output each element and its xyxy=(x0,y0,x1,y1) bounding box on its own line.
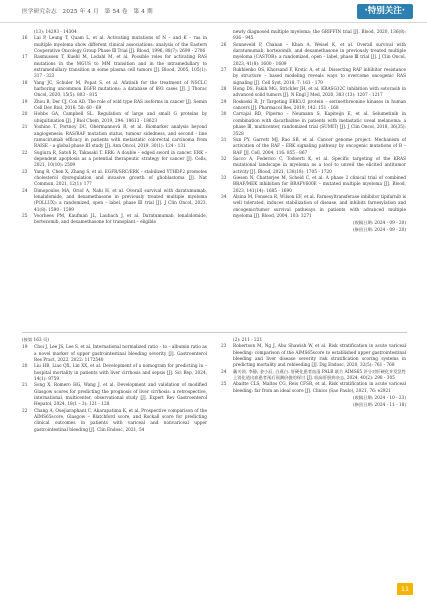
reference-entry xyxy=(22,364,207,383)
reference-number: 28 xyxy=(221,87,227,93)
reference-list-bottom-left xyxy=(22,345,207,434)
reference-entry xyxy=(22,112,207,125)
reference-entry xyxy=(22,345,207,364)
reference-text: Liu HB, Liao QX, Lin XX, et al. Development of a nomogram for predicting in – hospital mortality in patients with liver cirrhosis and sepsis [J]. Sci Rep, 2024, 14(1): 9759 xyxy=(34,364,207,383)
reference-text: Robertson M, Ng J, Abu Shawish W, et al. Risk stratification in acute variceal bleeding: comparison of the AIMS65score to established upper gastrointestinal bleeding and liver disease severity risk stratification scoring systems in predicting mortality and rebleeding [J]. Dig Endosc, 2020, 32(5): 761 - 768 xyxy=(233,344,406,369)
reference-text: Dimopoulos MA, Oriol A, Nahi H, et al. Overall survival with daratumumab, lenalidomide, and dexamethasone in previously treated multiple myeloma (POLLUX): a randomized, open – label, phase Ⅲ trial [J]. J Clin Oncol, 2023, 41(8): 1590 - 1599 xyxy=(34,188,207,213)
reference-number: 31 xyxy=(221,137,227,143)
reference-text: Yang JC, Schuler M, Popat S, et al. Afatinib for the treatment of NSCLC harboring uncommon EGFR mutations: a database of 693 cases [J]. J Thorac Oncol, 2020, 15(5): 803 - 815 xyxy=(34,80,207,99)
reference-entry xyxy=(221,176,406,195)
reference-entry xyxy=(221,138,406,157)
reference-number: 33 xyxy=(221,175,227,181)
reference-text: (2): 211 - 221 xyxy=(233,338,263,343)
reference-number: 23 xyxy=(22,169,28,175)
reference-entry xyxy=(22,36,207,55)
top-left-column xyxy=(22,30,207,227)
journal-running-head: 医学研究杂志 2025 年 4 月 第 54 卷 第 4 期 xyxy=(22,9,153,15)
reference-text: Sun PY, Garrett MJ, Rao SB, et al. Cancer genome project. Mechanism of activation of the RAF – ERK signaling pathway by oncogenic mutations of B – RAF [J]. Cell, 2004, 116: 855 - 867 xyxy=(233,137,406,156)
reference-number: 27 xyxy=(221,68,227,74)
reference-number: 26 xyxy=(221,42,227,48)
reference-number: 21 xyxy=(22,125,28,131)
reference-number: 20 xyxy=(22,364,28,370)
reference-entry xyxy=(22,151,207,170)
revised-date-2: (修回日期: 2024 - 11 - 18) xyxy=(352,402,406,408)
reference-text: Voorhees PM, Kaufman JL, Laubach J, et al. Daratumumab, lenalidomide, bortezomib, and dexamethasone for transplant – eligible xyxy=(34,213,207,226)
reference-entry xyxy=(22,383,207,408)
reference-entry xyxy=(221,112,406,137)
reference-entry xyxy=(22,189,207,214)
reference-entry xyxy=(221,195,406,220)
reference-text: Zhou B, Der CJ, Cox AD. The role of wild type RAS isoforms in cancer [J]. Semin Cell Dev Biol, 2016, 58: 60 - 69 xyxy=(34,99,207,112)
reference-entry xyxy=(221,43,406,68)
reference-number: 19 xyxy=(22,99,28,105)
page-header xyxy=(0,0,427,23)
reference-entry xyxy=(221,100,406,113)
reference-text: 戴关领, 李静, 金小辰, 白燕白. 肝硬化患者血清 PALB 联合 AIMS65 评分对肝硬化并发急性上消化道出血患者预后预测价值的探讨 [J]. 临床肝胆病杂志, 2024, 40(2): 298 - 305 xyxy=(233,369,406,382)
reference-number: 25 xyxy=(221,382,227,388)
reference-entry xyxy=(221,157,406,176)
special-focus-badge: ·特别关注· xyxy=(357,4,413,19)
reference-text: Chang A, Ouejiaraphant C, Akarapatima K, et al. Prospective comparison of the AIMS65score, Glasgow – Blatchford score, and Rockall score for predicting clinical outcomes in patients with variceal and nonvariceal upper gastrointestinal bleeding [J]. Clin Endosc, 2021, 54 xyxy=(34,408,207,433)
reference-entry xyxy=(22,170,207,189)
reference-number: 22 xyxy=(22,150,28,156)
reference-entry xyxy=(221,30,406,43)
reference-number: 18 xyxy=(22,80,28,86)
reference-entry xyxy=(22,55,207,80)
reference-text: newly diagnosed multiple myeloma; the GRIFFIN trial [J]. Blood, 2020, 136(8): 936 - 945 xyxy=(233,30,406,42)
revised-date: (修回日期: 2024 - 09 - 20) xyxy=(352,227,406,233)
reference-entry xyxy=(221,370,406,383)
reference-entry xyxy=(22,125,207,150)
received-date-2: (收稿日期: 2024 - 10 - 23) xyxy=(352,396,406,402)
reference-number: 24 xyxy=(22,188,28,194)
reference-list-top-left xyxy=(22,30,207,227)
reference-number: 17 xyxy=(22,55,28,61)
reference-list-top-right xyxy=(221,30,406,220)
reference-entry xyxy=(221,382,406,395)
page-number: 11 xyxy=(397,583,413,595)
reference-number: 21 xyxy=(22,383,28,389)
reference-text: Sugiura R, Satoh R, Takasaki T. ERK: A double – edged sword in cancer. ERK – dependent apoptosis as a potential therapeutic strategy for cancer [J]. Cells, 2021, 10(10): 2509 xyxy=(34,150,207,169)
reference-text: Alsina M, Fonseca R, Wilson EF, et al. Farnesyltransferase inhibitor tipifarnib is well tolerated, induces stabilization of disease, and inhibits farnesylation and oncogenic/tumor survival pathways in patients with advanced multiple myeloma [J]. Blood, 2004, 103: 3271 xyxy=(233,194,406,219)
reference-entry xyxy=(221,344,406,369)
reference-entry xyxy=(22,81,207,100)
bottom-right-column xyxy=(221,338,406,409)
reference-entry xyxy=(221,87,406,100)
reference-number: 29 xyxy=(221,99,227,105)
reference-number: 34 xyxy=(221,194,227,200)
reference-number: 19 xyxy=(22,345,28,351)
reference-number: 23 xyxy=(221,344,227,350)
reference-number: 22 xyxy=(22,408,28,414)
reference-text: Choi J, Lee JS, Lee S, et al. International normalized ratio – to – albumin ratio as a novel marker of upper gastrointestinal bleeding severity [J]. Gastroenterol Res Pract, 2022, 2022: 1172540 xyxy=(34,345,207,364)
reference-list-bottom-right xyxy=(221,338,406,395)
section-divider xyxy=(22,332,407,333)
reference-entry xyxy=(22,100,207,113)
reference-number: 32 xyxy=(221,156,227,162)
reference-text: Sacco A, Federico C, Todoerti K, et al. Specific targeting of the KRAS mutational landscape in myeloma as a tool to unveil the elicited antitumor activity [J]. Blood, 2021, 138(18): 1705 - 1720 xyxy=(233,156,406,175)
reference-text: (13): 14293 - 14304 xyxy=(34,30,77,35)
reference-number: 24 xyxy=(221,369,227,375)
reference-text: Lai P, Leung T, Quam L, et al. Activating mutations of N – and K – ras in multiple myeloma show different clinical associations: analysis of the Eastern Cooperative Oncology Group Phase Ⅲ Trial [J]. Blood, 1996, 88(7): 2699 - 2706 xyxy=(34,36,207,55)
received-date: (收稿日期: 2024 - 09 - 20) xyxy=(352,221,406,227)
continuation-label: (接第 163 页) xyxy=(22,338,49,343)
reference-text: Roskoski R, Jr Targeting ERK1/2 protein – serine/threonine kinases in human cancers [J]. Pharmacol Res, 2019, 142: 151 - 168 xyxy=(233,99,406,112)
reference-number: 20 xyxy=(22,112,28,118)
reference-text: Carvajal RD, Piperno – Neumann S, Kapiteijn E, et al. Selumetinib in combination with dacarbazine in patients with metastatic uveal melanoma: a phase Ⅲ, multicenter, randomized trial (SUMIT) [J]. J Clin Oncol, 2018, 36(35): 3528 xyxy=(233,112,406,137)
reference-text: Hobbs GA, Campbell SL. Regulation of large and small G proteins by ubiquitination [J]. J Biol Chem, 2019, 294: 18613 - 18623 xyxy=(34,112,207,124)
bottom-left-column xyxy=(22,338,207,434)
reference-entry xyxy=(22,214,207,227)
reference-entry xyxy=(22,409,207,434)
reference-text: Rasmussen T, Kuehl M, Lodahl M, et al. Possible roles for activating RAS mutations in the MGUS to MM transition and in the intramedullary to extramedullary transition in some plasma cell tumors [J]. Blood, 2005, 105(1): 317 - 323 xyxy=(34,55,207,80)
reference-text: Yoshino T, Portnoy DC, Obermannová R, et al. Biomarker analysis beyond angiogenesis: RAS/RAF mutation status, tumour sidedness, and second - line ramucirumab efficacy in patients with metastatic colorectal carcinoma from RAISE – a global phase III study [J]. Ann Oncol, 2019, 30(1): 124 - 131 xyxy=(34,125,207,150)
reference-entry xyxy=(221,68,406,87)
reference-text: Abaitte CLS, Maltos CG, Reis CFSR, et al. Risk stratification in acute variceal bleeding: far from an ideal score [J]. Clinics (Sao Paulo), 2021, 76: e2921 xyxy=(233,382,406,394)
reference-text: Giesen N, Chatterjee M, Scheid C, et al. A phase 2 clinical trial of combined BRAF/MEK inhibition for BRAFV600E – mutated multiple myeloma [J]. Blood, 2023, 141(14): 1685 - 1690 xyxy=(233,175,406,194)
reference-text: Hong DS, Fakih MG, Strickler JH, et al. KRASG12C inhibition with sotorasib in advanced solid tumors [J]. N Engl J Med, 2020, 383 (13): 1207 - 1217 xyxy=(233,87,406,99)
reference-number: 30 xyxy=(221,112,227,118)
reference-number: 25 xyxy=(22,213,28,219)
reference-text: Rukhlenko OS, Khorsand F, Krstic A, et al. Dissecting RAF inhibitor resistance by structure – based modeling reveals ways to overcome oncogenic RAS signaling [J]. Cell Syst, 2018, 7: 161 - 179 xyxy=(233,68,406,86)
reference-text: Sonneveld P, Chanan – Khan A, Weisel K, et al. Overall survival with daratumumab, bortezomib, and dexamethasone in previously treated multiple myeloma (CASTOR): a randomized, open – label, phase Ⅲ trial [J]. J Clin Oncol, 2023, 41(8): 1600 - 1609 xyxy=(233,42,406,67)
top-right-column xyxy=(221,30,406,235)
reference-number: 16 xyxy=(22,36,28,42)
reference-text: Song X, Romero HG, Wang J, et al. Development and validation of modified Glasgow scores for predicting the prognosis of liver cirrhosis: a retrospective, international, multicenter, observational study [J]. Expert Rev Gastroenterol Hepatol, 2024, 18(1 – 3): 121 - 128 xyxy=(34,383,207,408)
reference-text: Yang R, Chen X, Zhang S, et al. EGFR/SRC/ERK – stabilized YTHDF2 promotes cholesterol dysregulation and invasive growth of glioblastoma [J]. Nat Commun, 2021, 12(1): 177 xyxy=(34,169,207,188)
